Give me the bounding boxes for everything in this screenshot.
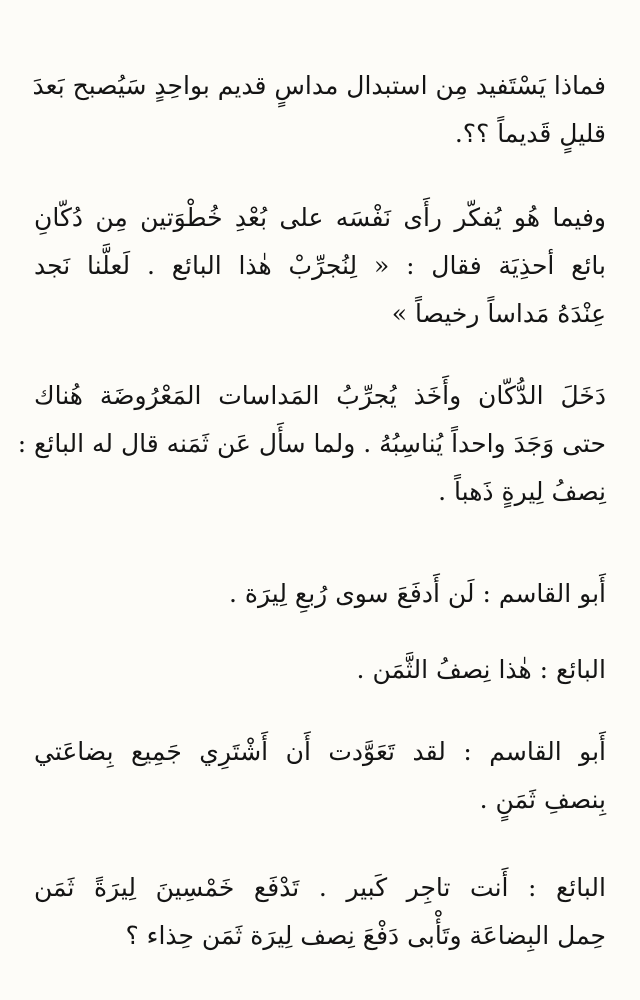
text-line: بائع أحذِيَة فقال : « لِنُجرِّبْ هٰذا البائع . لَعلَّنا نَجد <box>34 251 606 280</box>
text-line: أَبو القاسم : لَن أَدفَعَ سوى رُبعِ لِيرَة . <box>229 579 606 608</box>
paragraph-1 <box>34 62 606 158</box>
paragraph-5 <box>34 646 606 694</box>
text-line: حتى وَجَدَ واحداً يُناسِبُهُ . ولما سأَل عَن ثَمَنه قال له البائع : <box>17 429 606 458</box>
paragraph-7 <box>34 864 606 960</box>
text-line: فماذا يَسْتَفيد مِن استبدال مداسٍ قديم بواحِدٍ سَيُصبح بَعدَ <box>32 71 606 100</box>
text-line: قليلٍ قَديماً ؟؟. <box>454 119 606 148</box>
paragraph-6 <box>34 728 606 824</box>
text-line: بِنصفِ ثَمَنٍ . <box>479 785 606 814</box>
text-line: البائع : هٰذا نِصفُ الثَّمَن . <box>356 655 606 684</box>
text-line: أَبو القاسم : لقد تَعَوَّدت أَن أَشْتَرِي جَمِيع بِضاعَتي <box>34 737 606 766</box>
text-line: نِصفُ لِيرةٍ ذَهباً . <box>438 477 606 506</box>
paragraph-3 <box>17 372 606 516</box>
paragraph-2 <box>34 194 606 338</box>
text-line: البائع : أَنت تاجِر كَبير . تَدْفَع خَمْسِينَ لِيرَةً ثَمَن <box>34 873 606 902</box>
text-line: دَخَلَ الدُّكّان وأَخَذ يُجرِّبُ المَداسات المَعْرُوضَة هُناك <box>34 381 606 410</box>
paragraph-4 <box>34 570 606 618</box>
text-line: عِنْدَهُ مَداساً رخيصاً » <box>391 299 606 328</box>
text-line: حِمل البِضاعَة وتَأْبى دَفْعَ نِصف لِيرَة ثَمَن حِذاء ؟ <box>125 921 606 950</box>
text-line: وفيما هُو يُفكّر رأَى نَفْسَه على بُعْدِ خُطْوَتين مِن دُكّانِ <box>34 203 606 232</box>
